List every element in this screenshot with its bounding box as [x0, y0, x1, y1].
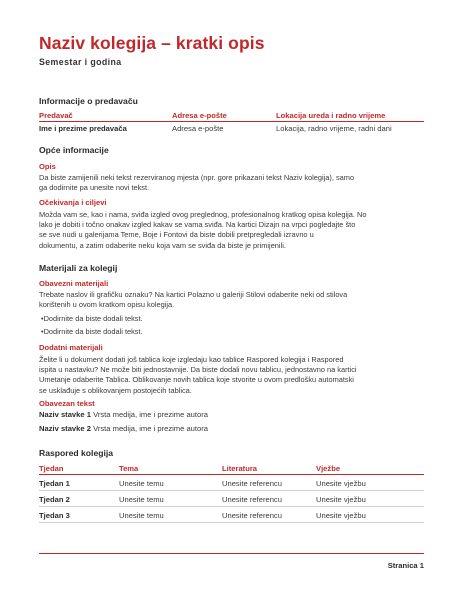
schedule-heading: Raspored kolegija — [39, 448, 114, 458]
description-text[interactable]: Da biste zamijenili neki tekst rezerviranog mjesta (npr. gore prikazani tekst Naziv kolegija), samo ga dodirnite pa unesite novi tekst. — [39, 173, 355, 193]
schedule-reading[interactable]: Unesite referencu — [222, 511, 282, 520]
row-divider — [39, 522, 424, 523]
schedule-topic[interactable]: Unesite temu — [119, 495, 164, 504]
instructor-office[interactable]: Lokacija, radno vrijeme, radni dani — [276, 124, 392, 133]
row-divider — [39, 506, 424, 507]
page-number: Stranica 1 — [387, 561, 424, 570]
bullet-icon: • — [41, 314, 44, 323]
schedule-exercise[interactable]: Unesite vježbu — [316, 511, 366, 520]
course-title[interactable]: Naziv kolegija – kratki opis — [39, 33, 265, 53]
schedule-week: Tjedan 1 — [39, 479, 70, 488]
expectations-text[interactable]: Možda vam se, kao i nama, sviđa izgled ovog preglednog, profesionalnog kratkog opisa kolegija. No lako je dobiti i točno onakav izgled kakav se vama sviđa. Na kartici Dizajn na vrpci pogledajte što se sve nudi u galerijama Teme, Boje i Fontovi da biste dobili pretpregledali izravno u dokumentu, a zatim odaberite neku koja vam se sviđa da biste je primijenili. — [39, 210, 367, 250]
reading-item-2[interactable]: Naziv stavke 2 Vrsta medija, ime i prezime autora — [39, 424, 208, 433]
instructor-col-name: Predavač — [39, 111, 73, 120]
required-text-heading: Obavezan tekst — [39, 399, 95, 408]
bullet-icon: • — [41, 327, 44, 336]
expectations-heading: Očekivanja i ciljevi — [39, 198, 107, 207]
instructor-email[interactable]: Adresa e-pošte — [172, 124, 224, 133]
instructor-heading: Informacije o predavaču — [39, 96, 138, 106]
schedule-reading[interactable]: Unesite referencu — [222, 495, 282, 504]
instructor-name[interactable]: Ime i prezime predavača — [39, 124, 127, 133]
bullet-item-2[interactable]: •Dodirnite da biste dodali tekst. — [41, 327, 143, 336]
instructor-col-office: Lokacija ureda i radno vrijeme — [276, 111, 386, 120]
instructor-header-rule — [39, 121, 424, 122]
schedule-reading[interactable]: Unesite referencu — [222, 479, 282, 488]
additional-materials-heading: Dodatni materijali — [39, 343, 103, 352]
schedule-exercise[interactable]: Unesite vježbu — [316, 479, 366, 488]
schedule-col-exercises: Vježbe — [316, 464, 341, 473]
schedule-topic[interactable]: Unesite temu — [119, 479, 164, 488]
schedule-week: Tjedan 2 — [39, 495, 70, 504]
reading-item-1[interactable]: Naziv stavke 1 Vrsta medija, ime i prezime autora — [39, 410, 208, 419]
additional-materials-text[interactable]: Želite li u dokument dodati još tablica koje izgledaju kao tablice Raspored kolegija i Raspored ispita u nastavku? Ne može biti jednostavnije. Da biste dodali novu tablicu, jednostavno na kartici Umetanje odaberite Tablica. Oblikovanje novih tablica koje stvorite u ovom predlošku automatski se usklađuje s oblikovanjem postojećih tablica. — [39, 355, 357, 395]
schedule-header-rule — [39, 474, 424, 475]
bullet-item-1[interactable]: •Dodirnite da biste dodali tekst. — [41, 314, 143, 323]
description-heading: Opis — [39, 162, 56, 171]
footer-rule — [39, 553, 424, 554]
schedule-col-reading: Literatura — [222, 464, 258, 473]
required-materials-text[interactable]: Trebate naslov ili grafičku oznaku? Na kartici Polazno u galeriji Stilovi odaberite neki od stilova korištenih u ovom kratkom opisu kolegija. — [39, 290, 348, 310]
semester-year[interactable]: Semestar i godina — [39, 57, 122, 67]
general-heading: Opće informacije — [39, 145, 109, 155]
schedule-exercise[interactable]: Unesite vježbu — [316, 495, 366, 504]
schedule-col-week: Tjedan — [39, 464, 64, 473]
schedule-week: Tjedan 3 — [39, 511, 70, 520]
required-materials-heading: Obavezni materijali — [39, 279, 109, 288]
schedule-topic[interactable]: Unesite temu — [119, 511, 164, 520]
schedule-col-topic: Tema — [119, 464, 139, 473]
instructor-col-email: Adresa e-pošte — [172, 111, 227, 120]
row-divider — [39, 490, 424, 491]
materials-heading: Materijali za kolegij — [39, 263, 118, 273]
